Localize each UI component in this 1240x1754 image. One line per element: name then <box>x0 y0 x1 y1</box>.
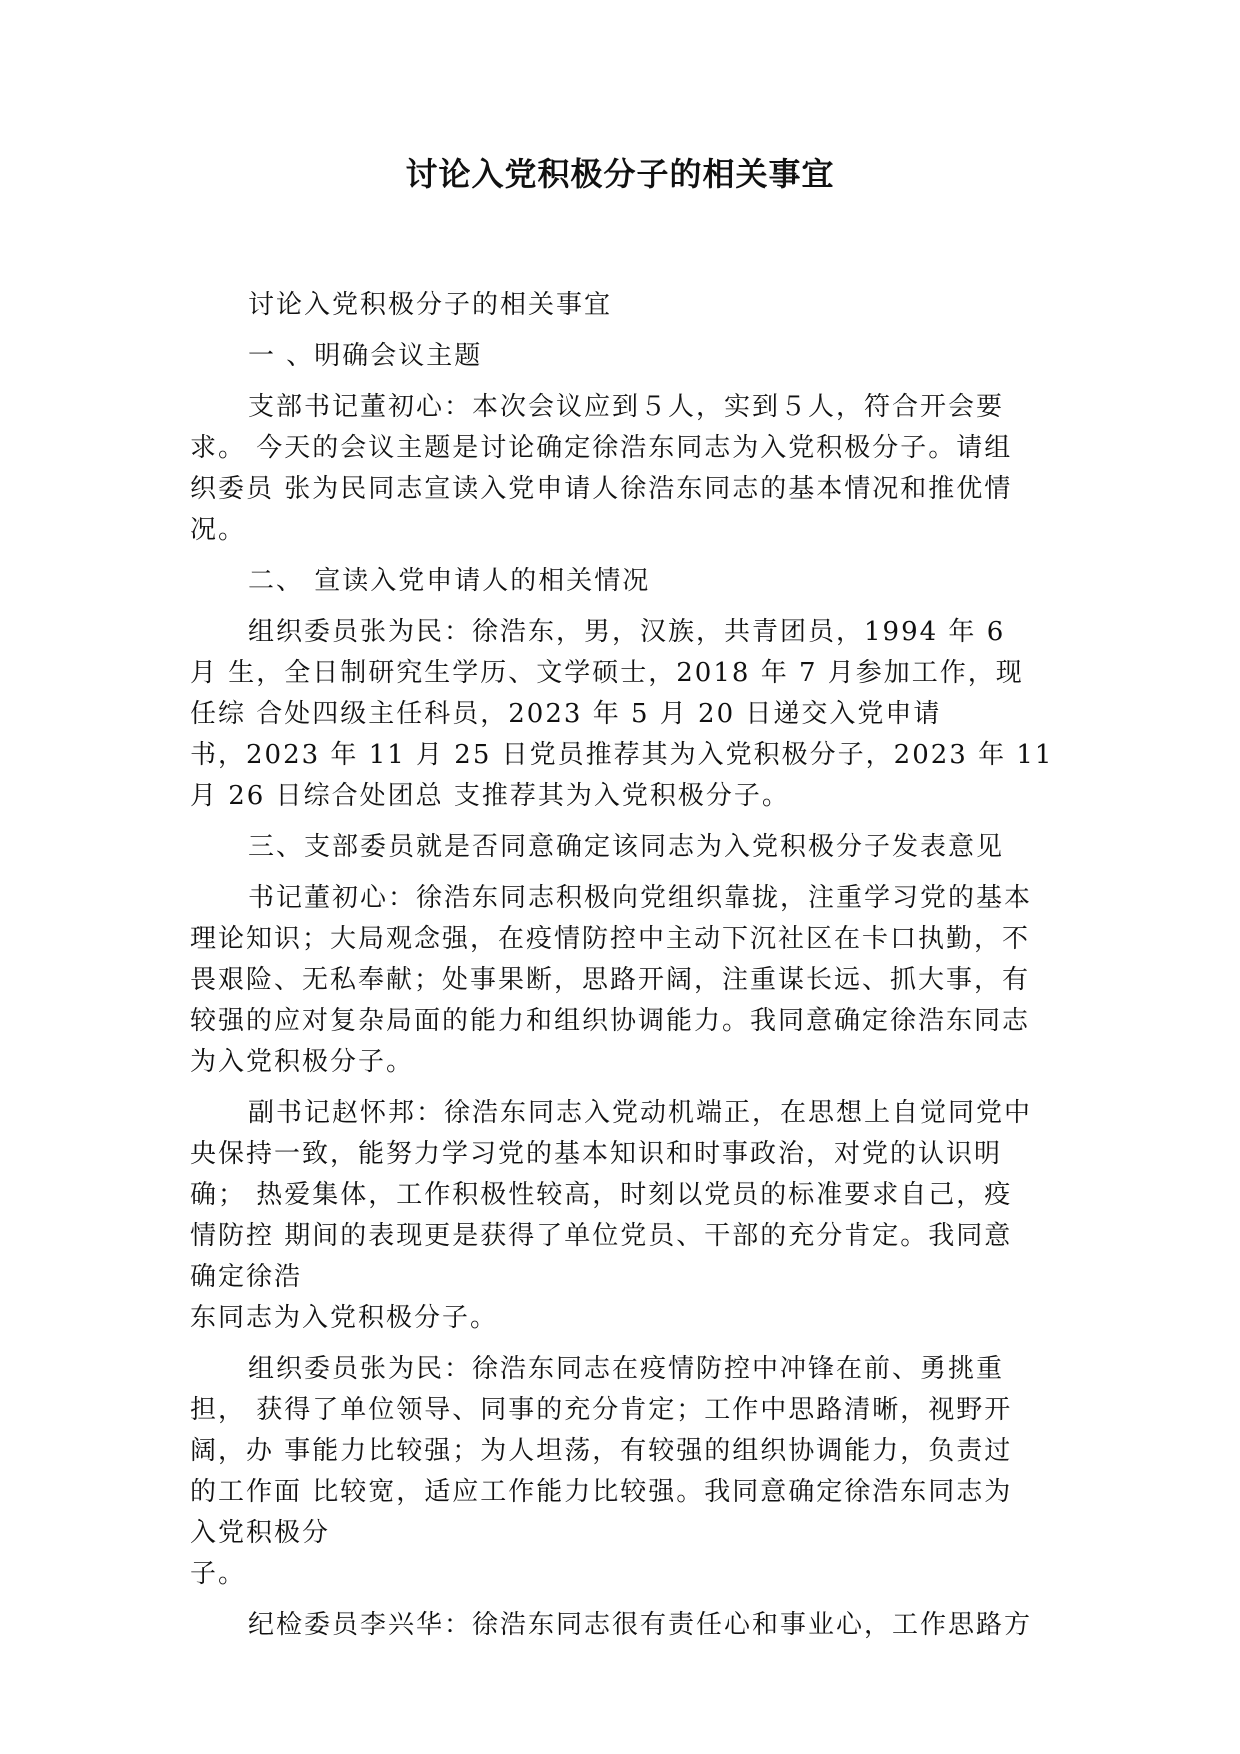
paragraph <box>190 387 1050 551</box>
paragraph <box>190 336 1050 377</box>
paragraph-line: 组织委员张为民：徐浩东，男，汉族，共青团员，1994 年 6 <box>248 617 1006 647</box>
paragraph-line: 入党积极分 <box>190 1518 331 1548</box>
paragraph-line: 书，2023 年 11 月 25 日党员推荐其为入党积极分子，2023 年 11 <box>190 740 1054 770</box>
paragraph <box>190 285 1050 326</box>
paragraph-line: 较强的应对复杂局面的能力和组织协调能力。我同意确定徐浩东同志 <box>190 1006 1031 1036</box>
document-title: 讨论入党积极分子的相关事宜 <box>405 155 835 193</box>
paragraph-line: 的工作面 比较宽，适应工作能力比较强。我同意确定徐浩东同志为 <box>190 1477 1013 1507</box>
paragraph <box>190 1093 1050 1339</box>
paragraph-line: 书记董初心：徐浩东同志积极向党组织靠拢，注重学习党的基本 <box>248 883 1033 913</box>
paragraph-line: 纪检委员李兴华：徐浩东同志很有责任心和事业心，工作思路方 <box>248 1610 1033 1640</box>
paragraph <box>190 561 1050 602</box>
paragraph-line: 为入党积极分子。 <box>190 1047 415 1077</box>
paragraph-line: 畏艰险、无私奉献；处事果断，思路开阔，注重谋长远、抓大事，有 <box>190 965 1031 995</box>
paragraph-line: 阔，办 事能力比较强；为人坦荡，有较强的组织协调能力，负责过 <box>190 1436 1013 1466</box>
paragraph <box>190 1349 1050 1595</box>
paragraph-line: 情防控 期间的表现更是获得了单位党员、干部的充分肯定。我同意 <box>190 1221 1013 1251</box>
paragraph <box>190 878 1050 1083</box>
paragraph-line: 确； 热爱集体，工作积极性较高，时刻以党员的标准要求自己，疫 <box>190 1180 1013 1210</box>
paragraph-line: 况。 <box>190 515 247 545</box>
paragraph-line: 央保持一致，能努力学习党的基本知识和时事政治，对党的认识明 <box>190 1139 1003 1169</box>
paragraph-line: 理论知识；大局观念强，在疫情防控中主动下沉社区在卡口执勤，不 <box>190 924 1031 954</box>
paragraph-line: 任综 合处四级主任科员，2023 年 5 月 20 日递交入党申请 <box>190 699 942 729</box>
paragraph <box>190 612 1054 817</box>
paragraph-line: 讨论入党积极分子的相关事宜 <box>248 290 613 320</box>
paragraph-line: 组织委员张为民：徐浩东同志在疫情防控中冲锋在前、勇挑重 <box>248 1354 1005 1384</box>
paragraph-line: 月 生，全日制研究生学历、文学硕士，2018 年 7 月参加工作，现 <box>190 658 1024 688</box>
paragraph <box>190 1605 1050 1646</box>
paragraph-line: 支部书记董初心：本次会议应到５人，实到５人，符合开会要 <box>248 392 1005 422</box>
paragraph-line: 一 、明确会议主题 <box>248 341 483 371</box>
paragraph-line: 三、支部委员就是否同意确定该同志为入党积极分子发表意见 <box>248 832 1005 862</box>
paragraph-line: 副书记赵怀邦：徐浩东同志入党动机端正，在思想上自觉同党中 <box>248 1098 1033 1128</box>
paragraph-line: 织委员 张为民同志宣读入党申请人徐浩东同志的基本情况和推优情 <box>190 474 1013 504</box>
document-body <box>190 285 1054 1656</box>
paragraph-line: 东同志为入党积极分子。 <box>190 1303 499 1333</box>
paragraph-line: 子。 <box>190 1559 247 1589</box>
paragraph-line: 求。 今天的会议主题是讨论确定徐浩东同志为入党积极分子。请组 <box>190 433 1013 463</box>
paragraph-line: 二、 宣读入党申请人的相关情况 <box>248 566 651 596</box>
paragraph-line: 担， 获得了单位领导、同事的充分肯定；工作中思路清晰，视野开 <box>190 1395 1013 1425</box>
paragraph <box>190 827 1050 868</box>
paragraph-line: 月 26 日综合处团总 支推荐其为入党积极分子。 <box>190 781 790 811</box>
paragraph-line: 确定徐浩 <box>190 1262 303 1292</box>
